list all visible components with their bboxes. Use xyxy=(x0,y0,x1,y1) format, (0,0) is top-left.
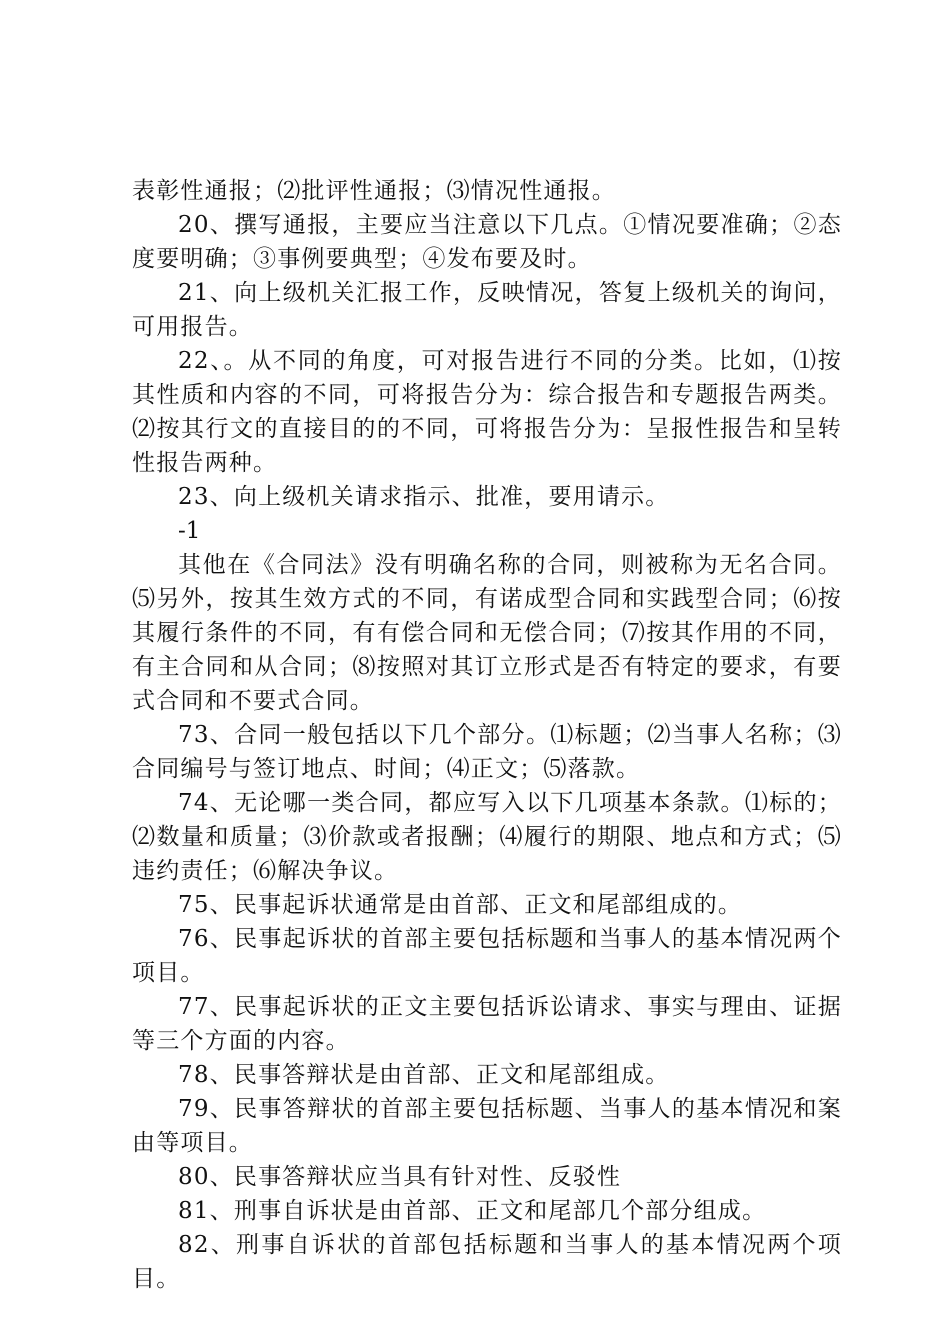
paragraph-item-82: 82、刑事自诉状的首部包括标题和当事人的基本情况两个项目。 xyxy=(132,1232,842,1292)
paragraph-item-75: 75、民事起诉状通常是由首部、正文和尾部组成的。 xyxy=(178,892,743,918)
paragraph-item-21: 21、向上级机关汇报工作，反映情况，答复上级机关的询问，可用报告。 xyxy=(132,280,842,340)
paragraph-item-78: 78、民事答辩状是由首部、正文和尾部组成。 xyxy=(178,1062,670,1088)
paragraph-item-73: 73、合同一般包括以下几个部分。⑴标题；⑵当事人名称；⑶合同编号与签订地点、时间；⑷正文；⑸落款。 xyxy=(132,722,842,782)
paragraph-item-77: 77、民事起诉状的正文主要包括诉讼请求、事实与理由、证据等三个方面的内容。 xyxy=(132,994,842,1054)
paragraph-item-81: 81、刑事自诉状是由首部、正文和尾部几个部分组成。 xyxy=(178,1198,767,1224)
paragraph-item-22: 22、。从不同的角度，可对报告进行不同的分类。比如，⑴按其性质和内容的不同，可将报告分为：综合报告和专题报告两类。⑵按其行文的直接目的的不同，可将报告分为：呈报性报告和呈转性报告两种。 xyxy=(132,348,842,476)
document-body xyxy=(132,174,842,1296)
page-marker: -1 xyxy=(178,518,201,544)
paragraph-item-74: 74、无论哪一类合同，都应写入以下几项基本条款。⑴标的；⑵数量和质量；⑶价款或者报酬；⑷履行的期限、地点和方式；⑸违约责任；⑹解决争议。 xyxy=(132,790,842,884)
paragraph-item-76: 76、民事起诉状的首部主要包括标题和当事人的基本情况两个项目。 xyxy=(132,926,842,986)
paragraph-contract-types: 其他在《合同法》没有明确名称的合同，则被称为无名合同。⑸另外，按其生效方式的不同，有诺成型合同和实践型合同；⑹按其履行条件的不同，有有偿合同和无偿合同；⑺按其作用的不同，有主合同和从合同；⑻按照对其订立形式是否有特定的要求，有要式合同和不要式合同。 xyxy=(132,552,842,714)
paragraph-item-20: 20、撰写通报，主要应当注意以下几点。①情况要准确；②态度要明确；③事例要典型；④发布要及时。 xyxy=(132,212,842,272)
paragraph-item-23: 23、向上级机关请求指示、批准，要用请示。 xyxy=(178,484,670,510)
paragraph-continuation: 表彰性通报；⑵批评性通报；⑶情况性通报。 xyxy=(132,178,616,204)
paragraph-item-80: 80、民事答辩状应当具有针对性、反驳性 xyxy=(178,1164,622,1190)
paragraph-item-79: 79、民事答辩状的首部主要包括标题、当事人的基本情况和案由等项目。 xyxy=(132,1096,842,1156)
